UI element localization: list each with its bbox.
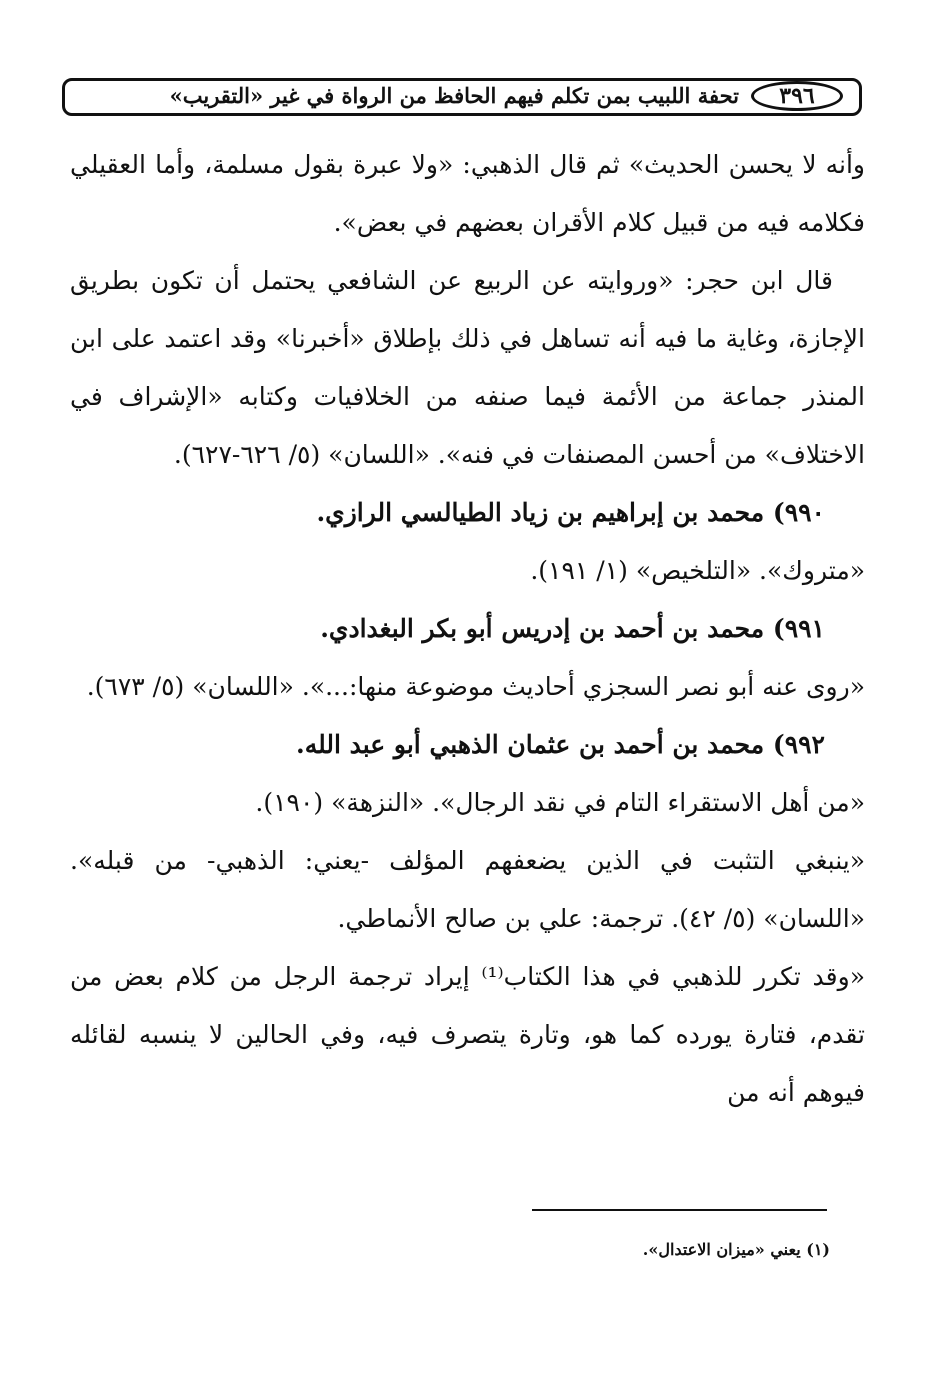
quote-line: «ينبغي التثبت في الذين يضعفهم المؤلف -يعني: الذهبي- من قبله». «اللسان» (٥/ ٤٢). ترجمة: علي بن صالح الأنماطي. — [70, 846, 865, 933]
quote-line: «روى عنه أبو نصر السجزي أحاديث موضوعة منها:...». «اللسان» (٥/ ٦٧٣). — [86, 672, 865, 701]
header-title: تحفة اللبيب بمن تكلم فيهم الحافظ من الرواة في غير «التقريب» — [169, 83, 739, 108]
quote-line: «من أهل الاستقراء التام في نقد الرجال». «النزهة» (١٩٠). — [255, 788, 865, 817]
entry-heading: ٩٩١) محمد بن أحمد بن إدريس أبو بكر البغدادي. — [320, 614, 825, 643]
footnote: (١) يعني «ميزان الاعتدال». — [642, 1240, 830, 1259]
paragraph: وأنه لا يحسن الحديث» ثم قال الذهبي: «ولا عبرة بقول مسلمة، وأما العقيلي فكلامه فيه من قبيل كلام الأقران بعضهم في بعض». — [70, 150, 865, 237]
footnote-separator — [532, 1209, 827, 1211]
entry-heading: ٩٩٠) محمد بن إبراهيم بن زياد الطيالسي الرازي. — [316, 498, 825, 527]
paragraph: قال ابن حجر: «وروايته عن الربيع عن الشافعي يحتمل أن تكون بطريق الإجازة، وغاية ما فيه أنه تساهل في ذلك بإطلاق «أخبرنا» وقد اعتمد على ابن المنذر جماعة من الأئمة فيما صنفه من الخلافيات وكتابه «الإشراف في الاختلاف» من أحسن المصنفات في فنه». «اللسان» (٥/ ٦٢٦-٦٢٧). — [70, 266, 866, 469]
quote-line: «وقد تكرر للذهبي في هذا الكتاب⁽¹⁾ إيراد ترجمة الرجل من كلام بعض من تقدم، فتارة يورده كما هو، وتارة يتصرف فيه، وفي الحالين لا ينسبه لقائله فيوهم أنه من — [70, 962, 865, 1107]
entry-heading: ٩٩٢) محمد بن أحمد بن عثمان الذهبي أبو عبد الله. — [295, 730, 825, 759]
running-header — [62, 78, 862, 116]
main-text — [70, 136, 865, 1122]
page-number: ٣٩٦ — [751, 81, 843, 111]
quote-line: «متروك». «التلخيص» (١/ ١٩١). — [530, 556, 865, 585]
